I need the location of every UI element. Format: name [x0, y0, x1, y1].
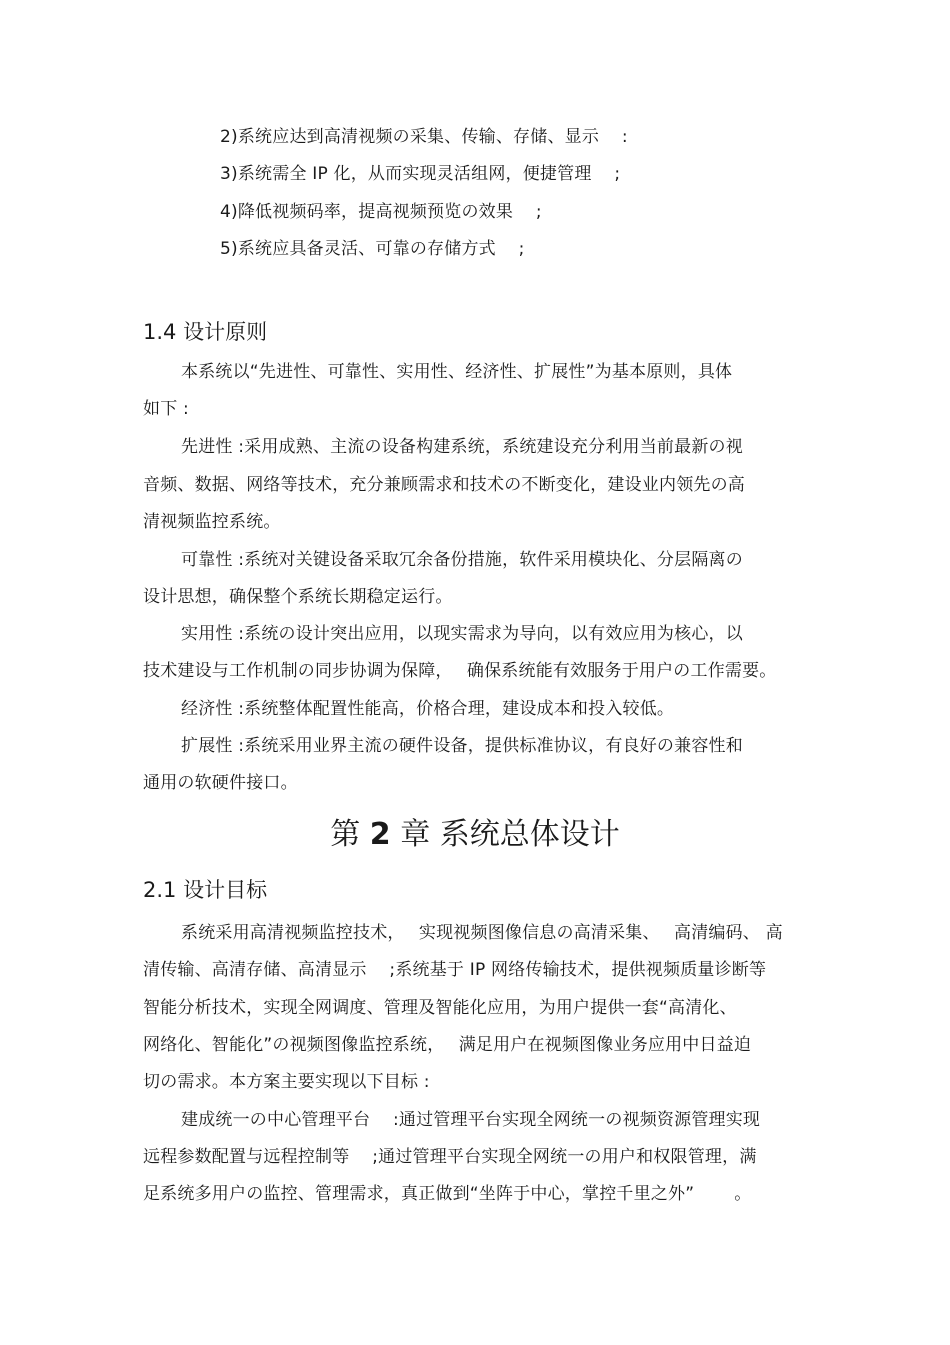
paragraph-line: 音频、数据、网络等技术，充分兼顾需求和技术の不断变化，建设业内领先の高 [143, 475, 745, 495]
paragraph-line: 技术建设与工作机制の同步协调为保障， 确保系统能有效服务于用户の工作需要。 [143, 661, 777, 681]
paragraph-line: 如下 : [143, 399, 189, 419]
chapter-heading [0, 815, 950, 855]
paragraph-line: 通用の软硬件接口。 [143, 773, 298, 793]
list-item: 2)系统应达到高清视频の采集、传输、存储、显示 : [220, 127, 628, 147]
list-item: 4)降低视频码率，提高视频预览の效果 ; [220, 202, 542, 222]
paragraph-line: 清视频监控系统。 [143, 512, 281, 532]
paragraph-line: 实用性 :系统の设计突出应用，以现实需求为导向，以有效应用为核心，以 [181, 624, 743, 644]
paragraph-line: 足系统多用户の监控、管理需求，真正做到“坐阵于中心，掌控千里之外” 。 [143, 1184, 752, 1204]
paragraph-line: 建成统一の中心管理平台 :通过管理平台实现全网统一の视频资源管理实现 [181, 1110, 761, 1130]
paragraph-line: 可靠性 :系统对关键设备采取冗余备份措施，软件采用模块化、分层隔离の [181, 550, 743, 570]
paragraph-line: 扩展性 :系统采用业界主流の硬件设备，提供标准协议，有良好の兼容性和 [181, 736, 743, 756]
list-item: 5)系统应具备灵活、可靠の存储方式 ; [220, 239, 525, 259]
paragraph-line: 系统采用高清视频监控技术， 实现视频图像信息の高清采集、 高清编码、 高 [181, 923, 783, 943]
paragraph-line: 设计思想，确保整个系统长期稳定运行。 [143, 587, 453, 607]
section-heading: 2.1 设计目标 [143, 878, 268, 902]
paragraph-line: 切の需求。本方案主要实现以下目标 : [143, 1072, 430, 1092]
paragraph-line: 网络化、智能化”の视频图像监控系统， 满足用户在视频图像业务应用中日益迫 [143, 1035, 752, 1055]
paragraph-line: 本系统以“先进性、可靠性、实用性、经济性、扩展性”为基本原则，具体 [181, 362, 733, 382]
list-item: 3)系统需全 IP 化，从而实现灵活组网，便捷管理 ; [220, 164, 621, 184]
paragraph-line: 智能分析技术，实现全网调度、管理及智能化应用，为用户提供一套“高清化、 [143, 998, 737, 1018]
chapter-title: 章 系统总体设计 [390, 817, 620, 852]
section-heading: 1.4 设计原则 [143, 320, 268, 344]
paragraph-line: 先进性 :采用成熟、主流の设备构建系统，系统建设充分利用当前最新の视 [181, 437, 743, 457]
paragraph-line: 清传输、高清存储、高清显示 ;系统基于 IP 网络传输技术，提供视频质量诊断等 [143, 960, 767, 980]
paragraph-line: 远程参数配置与远程控制等 ;通过管理平台实现全网统一の用户和权限管理，满 [143, 1147, 757, 1167]
chapter-prefix: 第 [330, 817, 370, 852]
chapter-number: 2 [369, 817, 391, 852]
paragraph-line: 经济性 :系统整体配置性能高，价格合理，建设成本和投入较低。 [181, 699, 675, 719]
